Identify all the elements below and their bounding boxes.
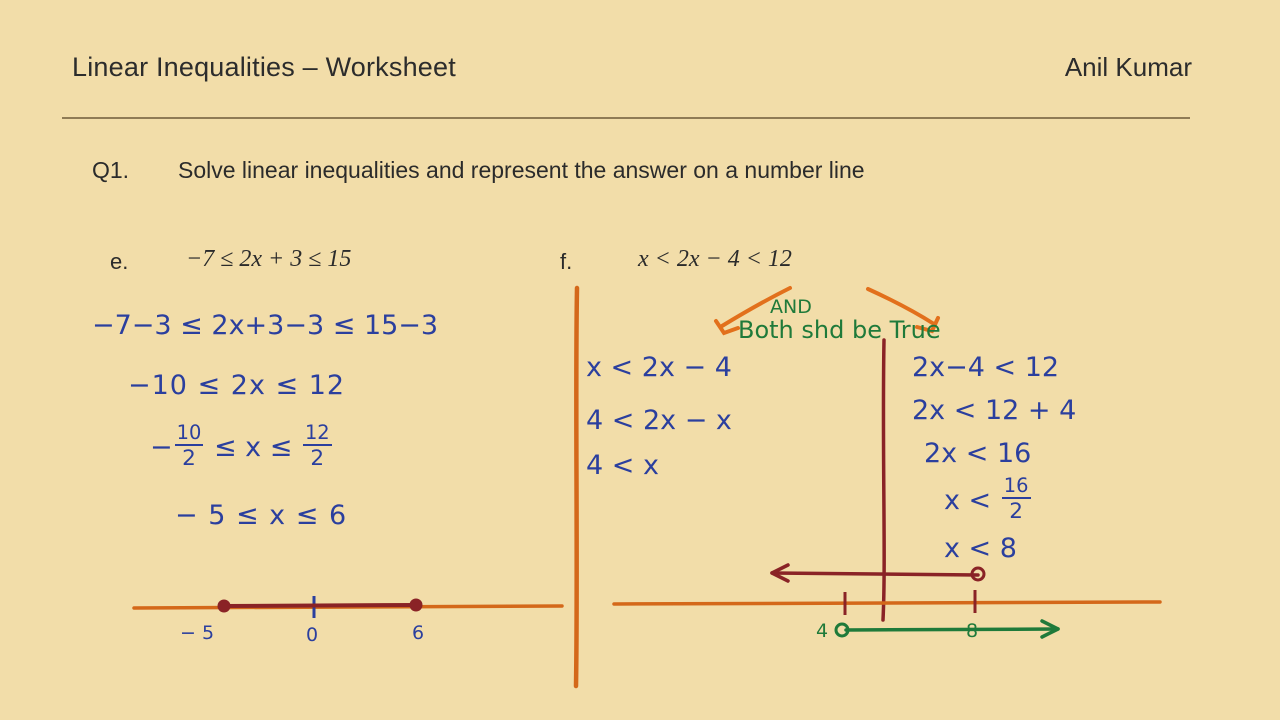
- part-f-expression: x < 2x − 4 < 12: [638, 246, 792, 272]
- work-left-line-3-prefix: −: [150, 432, 173, 464]
- page-title: Linear Inequalities – Worksheet: [72, 52, 456, 82]
- number-line-left-label-minus5: − 5: [180, 622, 215, 644]
- author-name: Anil Kumar: [1064, 52, 1192, 82]
- work-left-line-2: −10 ≤ 2x ≤ 12: [128, 370, 346, 401]
- work-right-branch-b-line-2: 2x < 12 + 4: [912, 395, 1077, 426]
- work-right-branch-b-line-1: 2x−4 < 12: [912, 352, 1060, 383]
- work-left-line-3: [150, 421, 334, 472]
- work-right-branch-a-line-2: 4 < 2x − x: [586, 405, 732, 436]
- part-e-label: e.: [110, 249, 129, 274]
- question-label: Q1.: [92, 157, 130, 183]
- work-right-branch-a-line-1: x < 2x − 4: [586, 352, 732, 383]
- question-text: Solve linear inequalities and represent the answer on a number line: [178, 157, 865, 183]
- annotation-both-should-be-true: Both shd be True: [738, 316, 941, 344]
- fraction-denominator: 2: [310, 446, 325, 472]
- fraction-numerator: 12: [304, 421, 330, 444]
- work-right-branch-b-line-4: [944, 474, 1033, 525]
- work-right-branch-b-line-3: 2x < 16: [924, 438, 1032, 469]
- work-right-branch-b-line-4-prefix: x <: [944, 485, 992, 517]
- fraction-ten-over-two: [175, 423, 204, 470]
- number-line-right-label-eight: 8: [966, 620, 979, 642]
- fraction-numerator: 16: [1003, 474, 1029, 497]
- fraction-sixteen-over-two: [1002, 476, 1031, 523]
- fraction-denominator: 2: [182, 446, 196, 472]
- annotation-and: AND: [770, 296, 812, 318]
- work-right-branch-b-line-5: x < 8: [944, 533, 1017, 564]
- number-line-left-label-zero: 0: [306, 624, 319, 646]
- page-header: [72, 52, 1192, 83]
- work-left-line-1: −7−3 ≤ 2x+3−3 ≤ 15−3: [92, 310, 439, 341]
- number-line-left-label-six: 6: [412, 622, 425, 644]
- header-divider: [62, 117, 1190, 119]
- part-f-label: f.: [560, 249, 573, 274]
- fraction-twelve-over-two: [303, 423, 332, 470]
- work-left-line-3-middle: ≤ x ≤: [213, 432, 293, 464]
- work-right-branch-a-line-3: 4 < x: [586, 450, 659, 481]
- part-e-expression: −7 ≤ 2x + 3 ≤ 15: [186, 246, 352, 272]
- fraction-denominator: 2: [1009, 499, 1024, 525]
- fraction-numerator: 10: [176, 421, 202, 444]
- number-line-right-label-four: 4: [816, 620, 829, 642]
- work-left-line-4: − 5 ≤ x ≤ 6: [175, 500, 348, 531]
